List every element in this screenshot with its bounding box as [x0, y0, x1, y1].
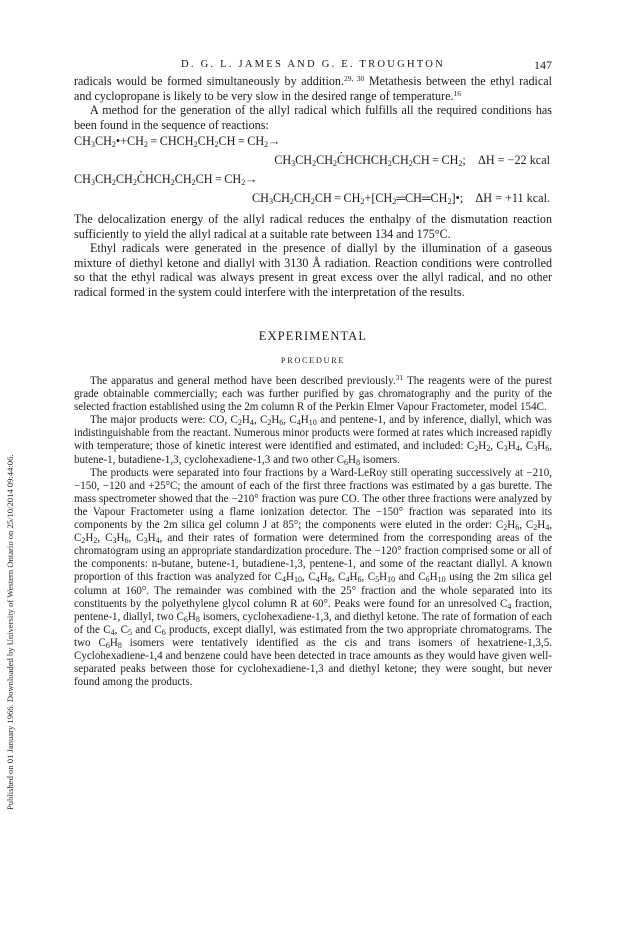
intro-p1-text-a: radicals would be formed simultaneously by addition. [74, 74, 344, 88]
procedure-p3-text-e: isomers, cyclohexadiene-1,3, and diethyl ketone. The rate of formation of each of the [74, 610, 552, 636]
reaction-2-enthalpy: ΔH = +11 kcal. [475, 191, 550, 205]
running-header [74, 58, 552, 74]
reaction-2-left: $CH_3CH_2CH_2\cdot$ $CHCH_2CH_2CH = CH_2\to$ [74, 170, 552, 189]
procedure-p2-text-c: , butene-1, butadiene-1,3, cyclohexadiene-1,3 and two other [74, 440, 552, 466]
procedure-p3-text-b: , and their rates of formation were determined from the corresponding areas of the chromatogram using an appropriate standardization procedure. The −120° fraction comprised some or all of the components: n-butane, butene-1, butadiene-1,3, pentene-1, and some of the reactant diallyl. A known proportion of this fraction was analyzed for [74, 532, 552, 584]
running-header-authors: D. G. L. JAMES AND G. E. TROUGHTON [181, 59, 445, 70]
procedure-p3-text-g: isomers were tentatively identified as the cis and trans isomers of hexatriene-1,3,5. Cyclohexadiene-1,4 and benzene could have been detected in trace amounts as they would have given well-separated peaks between those for cyclohexadiene-1,3 and diethyl ketone; they were sought, but never found among the products. [74, 636, 552, 689]
page-number: 147 [534, 58, 552, 72]
intro-paragraph-2: A method for the generation of the allyl radical which fulfills all the required conditions has been found in the sequence of reactions: [74, 103, 552, 132]
download-watermark-text: Published on 01 January 1966. Downloaded by University of Western Ontario on 25/10/2014 09:44:06. [5, 454, 15, 810]
intro-paragraph-1 [74, 74, 552, 103]
procedure-p1-citation: 31 [395, 373, 404, 382]
journal-page [74, 58, 552, 689]
procedure-p1-text-b: The reagents were of the purest grade obtainable commercially; each was further purified by gas chromatography and the purity of the selected fraction established using the 2m column R of the Perkin Elmer Vapour Fractometer, model 154C. [74, 375, 552, 414]
procedure-p3-text-a: The products were separated into four fractions by a Ward-LeRoy still operating successively at −210, −150, −120 and +25°C; the amount of each of the first three fractions was estimated by a gas burette. The mass spectrometer showed that the −210° fraction was pure CO. The other three fractions were analyzed by the Vapour Fractometer using a flame ionization detector. The −150° fraction was separated into its components by the 2m silica gel column J at 85°; the components were eluted in the order: [74, 466, 552, 532]
reaction-1-enthalpy: ΔH = −22 kcal [477, 153, 550, 167]
intro-p1-citation-2: 16 [453, 88, 461, 98]
procedure-p1-text-a: The apparatus and general method have been described previously. [90, 375, 396, 387]
intro-paragraph-4: Ethyl radicals were generated in the presence of diallyl by the illumination of a gaseous mixture of diethyl ketone and diallyl with 3130 Å radiation. Reaction conditions were controlled so that the ethyl radical was always present in great excess over the allyl radical, and no other radical formed in the system could interfere with the interpretation of the results. [74, 241, 552, 299]
reaction-2-right: $CH_3CH_2CH_2CH$ = $CH_2+[CH_2═CH═CH_2]•$; ΔH = +11 kcal. [252, 191, 550, 206]
intro-p1-text-b: Metathesis between the ethyl radical and cyclopropane is likely to be very slow in the desired range of temperature. [74, 74, 552, 103]
procedure-p2-text-b: and pentene-1, and by inference, diallyl, which was indistinguishable from the reactant. Numerous minor products were formed at rates which increased rapidly with temperature; those of kinetic interest were identified and estimated, and included: [74, 414, 552, 453]
procedure-paragraph-1 [74, 375, 552, 414]
procedure-p3-text-c: using the 2m silica gel column at 160°. The remainder was combined with the 25° fraction and the whole separated into its constituents by the polyethylene glycol column R at 60°. Peaks were found for an unresolved [74, 571, 552, 610]
reaction-1-left: $CH_3CH_2•+CH_2$ = $CHCH_2CH_2CH = CH_2\to$ [74, 134, 281, 149]
procedure-section [74, 375, 552, 689]
procedure-p3-text-d: fraction, pentene-1, diallyl, two [74, 597, 553, 623]
procedure-p2-text-a: The major products were: CO, [90, 414, 231, 427]
download-watermark [3, 120, 17, 810]
procedure-paragraph-3: The products were separated into four fractions by a Ward-LeRoy still operating successively at −210, −150, −120 and +25°C; the amount of each of the first three fractions was estimated by a gas burette. The mass spectrometer showed that the −210° fraction was pure CO. The other three fractions were analyzed by the Vapour Fractometer using a flame ionization detector. The −150° fraction was separated into its components by the 2m silica gel column J at 85°; the components were eluted in the order: $C_2H_6$, $C_2H_4$, $C_2H_2$, $C_3H_6$, $C_3H_4$, and their rates of formation were determined from the corresponding areas of the chromatogram using an appropriate standardization procedure. The −120° fraction comprised some or all of the components: n-butane, butene-1, butadiene-1,3, pentene-1, and some of the reactant diallyl. A known proportion of this fraction was analyzed for $C_4H_{10}$, $C_4H_8$, $C_4H_6$, $C_5H_{10}$ and $C_6H_{10}$ using the 2m silica gel column at 160°. The remainder was combined with the 25° fraction and the whole separated into its constituents by the polyethylene glycol column R at 60°. Peaks were found for an unresolved $C_4$ fraction, pentene-1, diallyl, two $C_6H_8$ isomers, cyclohexadiene-1,3, and diethyl ketone. The rate of formation of each of the $C_4$, $C_5$ and $C_6$ products, except diallyl, was estimated from the two appropriate chromatograms. The two $C_6H_8$ isomers were tentatively identified as the cis and trans isomers of hexatriene-1,3,5. Cyclohexadiene-1,4 and benzene could have been detected in trace amounts as they would have given well-separated peaks between those for cyclohexadiene-1,3 and diethyl ketone; they were sought, but never found among the products. [74, 466, 553, 689]
intro-p1-citation: 29, 30 [343, 74, 365, 83]
procedure-p3-text-f: products, except diallyl, was estimated from the two appropriate chromatograms. The two [74, 623, 552, 649]
procedure-p2-text-d: isomers. [359, 453, 400, 466]
subsection-heading-procedure: PROCEDURE [280, 356, 346, 365]
reaction-1-right: $CH_3CH_2CH_2\cdot$ $CHCHCH_2CH_2CH = CH_2$; ΔH = −22 kcal [74, 151, 552, 170]
procedure-paragraph-2: The major products were: CO, $C_2H_4$, $C_2H_6$, $C_4H_{10}$ and pentene-1, and by inference, diallyl, which was indistinguishable from the reactant. Numerous minor products were formed at rates which increased rapidly with temperature; those of kinetic interest were identified and estimated, and included: $C_2H_2$, $C_3H_4$, $C_3H_6$, butene-1, butadiene-1,3, cyclohexadiene-1,3 and two other $C_6H_8$ isomers. [74, 414, 552, 467]
intro-paragraph-3: The delocalization energy of the allyl radical reduces the enthalpy of the dismutation reaction sufficiently to yield the allyl radical at a suitable rate between 134 and 175°C. [74, 212, 552, 241]
section-heading-experimental: EXPERIMENTAL [258, 329, 368, 343]
